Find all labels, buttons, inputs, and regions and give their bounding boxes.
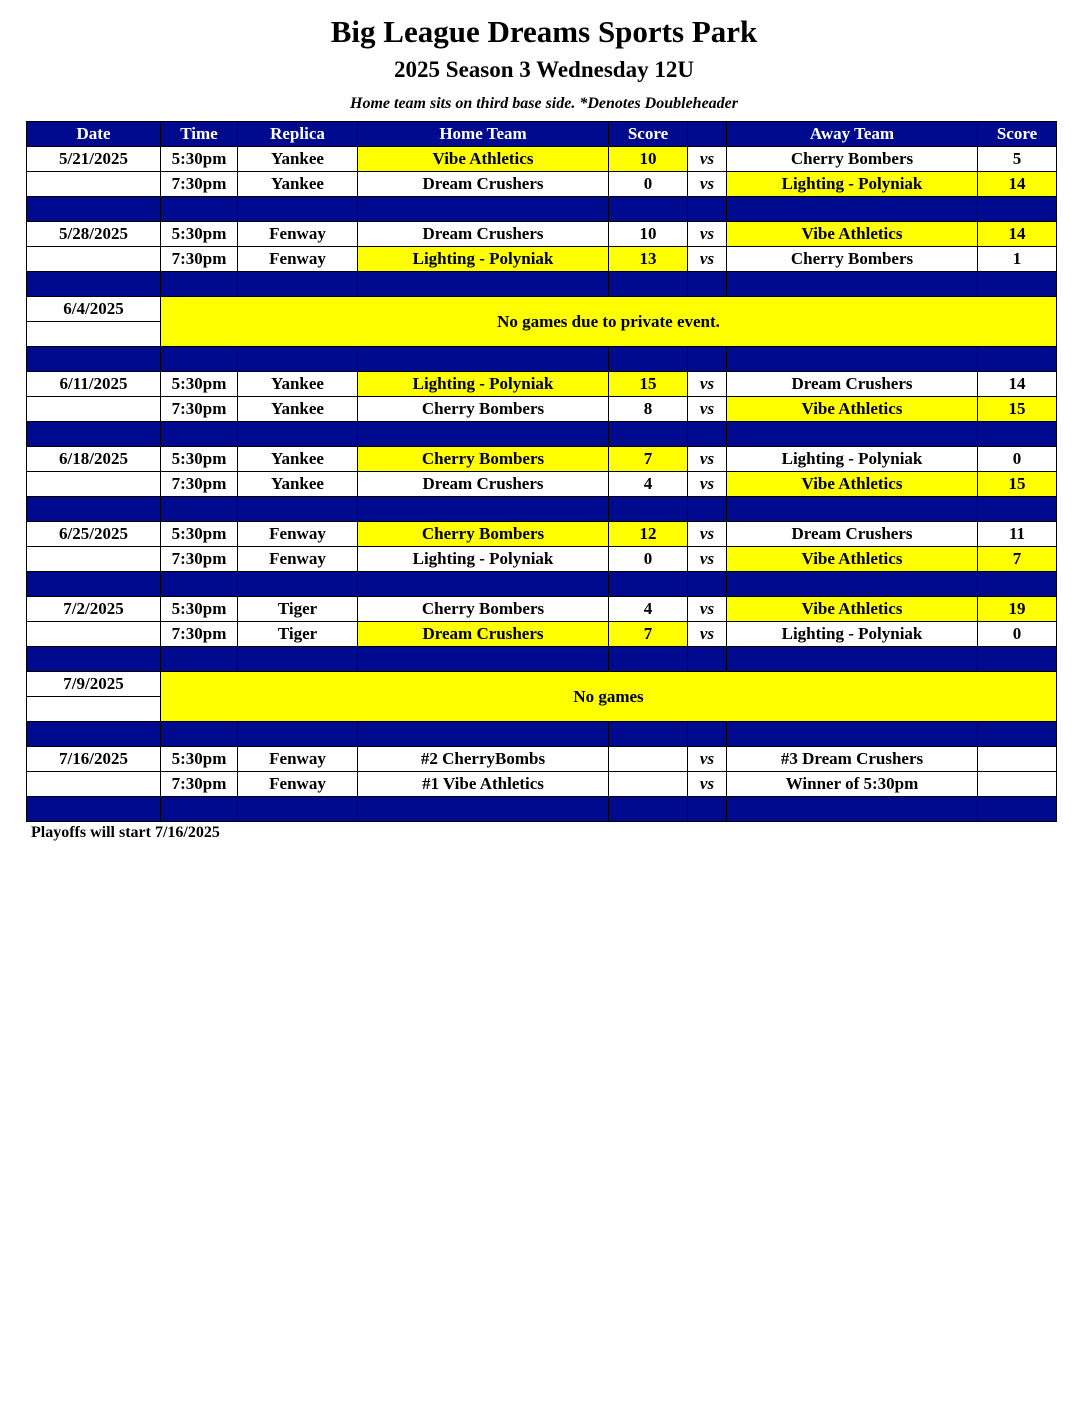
game-replica: Yankee	[238, 397, 358, 422]
game-time: 5:30pm	[161, 147, 238, 172]
separator-cell	[688, 422, 727, 447]
separator-row	[27, 422, 1057, 447]
away-team: Lighting - Polyniak	[727, 622, 978, 647]
vs-label: vs	[688, 522, 727, 547]
game-time: 5:30pm	[161, 372, 238, 397]
away-score: 11	[978, 522, 1057, 547]
separator-cell	[27, 197, 161, 222]
separator-cell	[688, 647, 727, 672]
game-date-empty	[27, 322, 161, 347]
away-score	[978, 772, 1057, 797]
game-time: 5:30pm	[161, 597, 238, 622]
game-row	[27, 772, 1057, 797]
game-replica: Yankee	[238, 172, 358, 197]
game-date: 6/18/2025	[27, 447, 161, 472]
separator-cell	[358, 797, 609, 822]
separator-cell	[358, 272, 609, 297]
separator-cell	[978, 272, 1057, 297]
away-score: 14	[978, 222, 1057, 247]
vs-label: vs	[688, 622, 727, 647]
away-score: 14	[978, 372, 1057, 397]
home-team: Lighting - Polyniak	[358, 247, 609, 272]
separator-cell	[978, 497, 1057, 522]
away-team: Cherry Bombers	[727, 247, 978, 272]
game-replica: Fenway	[238, 547, 358, 572]
game-date-empty	[27, 472, 161, 497]
game-time: 5:30pm	[161, 747, 238, 772]
home-team: #1 Vibe Athletics	[358, 772, 609, 797]
separator-cell	[609, 197, 688, 222]
game-replica: Fenway	[238, 222, 358, 247]
separator-cell	[727, 197, 978, 222]
game-row	[27, 147, 1057, 172]
away-team: Dream Crushers	[727, 372, 978, 397]
away-score: 7	[978, 547, 1057, 572]
game-time: 7:30pm	[161, 772, 238, 797]
separator-cell	[358, 722, 609, 747]
away-team: Lighting - Polyniak	[727, 447, 978, 472]
home-score: 12	[609, 522, 688, 547]
separator-cell	[978, 722, 1057, 747]
header-time: Time	[161, 122, 238, 147]
game-date: 6/4/2025	[27, 297, 161, 322]
separator-cell	[688, 347, 727, 372]
separator-cell	[238, 647, 358, 672]
game-replica: Tiger	[238, 622, 358, 647]
separator-cell	[238, 497, 358, 522]
header-row	[27, 122, 1057, 147]
separator-cell	[238, 797, 358, 822]
vs-label: vs	[688, 172, 727, 197]
game-row	[27, 172, 1057, 197]
separator-cell	[358, 422, 609, 447]
away-team: Cherry Bombers	[727, 147, 978, 172]
separator-cell	[978, 422, 1057, 447]
home-team: Cherry Bombers	[358, 522, 609, 547]
separator-cell	[727, 797, 978, 822]
separator-cell	[358, 497, 609, 522]
separator-cell	[161, 797, 238, 822]
away-score: 14	[978, 172, 1057, 197]
vs-label: vs	[688, 747, 727, 772]
separator-cell	[27, 422, 161, 447]
separator-cell	[27, 347, 161, 372]
home-team: Cherry Bombers	[358, 397, 609, 422]
separator-cell	[161, 722, 238, 747]
vs-label: vs	[688, 397, 727, 422]
separator-cell	[609, 422, 688, 447]
separator-cell	[161, 272, 238, 297]
header-home-score: Score	[609, 122, 688, 147]
separator-cell	[161, 347, 238, 372]
away-score: 15	[978, 472, 1057, 497]
game-date: 6/25/2025	[27, 522, 161, 547]
away-team: Vibe Athletics	[727, 597, 978, 622]
game-time: 7:30pm	[161, 622, 238, 647]
game-row	[27, 472, 1057, 497]
header-date: Date	[27, 122, 161, 147]
separator-cell	[238, 197, 358, 222]
game-date-empty	[27, 397, 161, 422]
separator-cell	[238, 422, 358, 447]
game-time: 5:30pm	[161, 522, 238, 547]
game-date-empty	[27, 247, 161, 272]
home-score: 10	[609, 222, 688, 247]
game-date: 5/21/2025	[27, 147, 161, 172]
game-date: 7/16/2025	[27, 747, 161, 772]
away-score: 15	[978, 397, 1057, 422]
home-team: Cherry Bombers	[358, 447, 609, 472]
game-replica: Fenway	[238, 772, 358, 797]
separator-cell	[727, 422, 978, 447]
separator-cell	[978, 572, 1057, 597]
game-replica: Yankee	[238, 472, 358, 497]
game-date-empty	[27, 172, 161, 197]
game-replica: Yankee	[238, 372, 358, 397]
home-team: Dream Crushers	[358, 472, 609, 497]
separator-cell	[609, 497, 688, 522]
header-vs	[688, 122, 727, 147]
header-away-score: Score	[978, 122, 1057, 147]
game-row	[27, 247, 1057, 272]
separator-cell	[238, 272, 358, 297]
game-replica: Yankee	[238, 447, 358, 472]
separator-cell	[688, 797, 727, 822]
home-score: 4	[609, 597, 688, 622]
separator-cell	[238, 722, 358, 747]
away-team: Vibe Athletics	[727, 547, 978, 572]
home-score: 4	[609, 472, 688, 497]
separator-cell	[161, 572, 238, 597]
separator-cell	[358, 572, 609, 597]
home-team: Dream Crushers	[358, 172, 609, 197]
home-score: 15	[609, 372, 688, 397]
game-time: 7:30pm	[161, 547, 238, 572]
separator-row	[27, 797, 1057, 822]
footer-note: Playoffs will start 7/16/2025	[31, 824, 220, 841]
separator-cell	[978, 797, 1057, 822]
separator-cell	[978, 347, 1057, 372]
separator-cell	[688, 272, 727, 297]
vs-label: vs	[688, 147, 727, 172]
home-score: 13	[609, 247, 688, 272]
separator-cell	[161, 647, 238, 672]
separator-cell	[27, 572, 161, 597]
game-row	[27, 547, 1057, 572]
game-time: 7:30pm	[161, 472, 238, 497]
vs-label: vs	[688, 772, 727, 797]
game-row	[27, 622, 1057, 647]
home-team: Dream Crushers	[358, 222, 609, 247]
game-time: 5:30pm	[161, 222, 238, 247]
separator-cell	[688, 497, 727, 522]
separator-cell	[161, 422, 238, 447]
game-replica: Fenway	[238, 522, 358, 547]
away-score: 0	[978, 447, 1057, 472]
game-replica: Fenway	[238, 247, 358, 272]
away-score: 0	[978, 622, 1057, 647]
home-team: Lighting - Polyniak	[358, 547, 609, 572]
game-date-empty	[27, 547, 161, 572]
home-score: 7	[609, 622, 688, 647]
game-date: 6/11/2025	[27, 372, 161, 397]
game-date-empty	[27, 622, 161, 647]
game-replica: Yankee	[238, 147, 358, 172]
separator-row	[27, 197, 1057, 222]
game-time: 7:30pm	[161, 247, 238, 272]
home-score	[609, 772, 688, 797]
header-home-team: Home Team	[358, 122, 609, 147]
game-row	[27, 747, 1057, 772]
home-team: Vibe Athletics	[358, 147, 609, 172]
separator-cell	[27, 272, 161, 297]
home-team: Lighting - Polyniak	[358, 372, 609, 397]
game-date: 5/28/2025	[27, 222, 161, 247]
vs-label: vs	[688, 472, 727, 497]
home-team: Cherry Bombers	[358, 597, 609, 622]
separator-cell	[609, 722, 688, 747]
separator-cell	[727, 347, 978, 372]
away-team: Vibe Athletics	[727, 222, 978, 247]
separator-cell	[238, 572, 358, 597]
away-score: 5	[978, 147, 1057, 172]
vs-label: vs	[688, 247, 727, 272]
vs-label: vs	[688, 597, 727, 622]
separator-row	[27, 647, 1057, 672]
game-row	[27, 447, 1057, 472]
game-date-empty	[27, 697, 161, 722]
away-team: Lighting - Polyniak	[727, 172, 978, 197]
separator-cell	[161, 497, 238, 522]
separator-cell	[609, 272, 688, 297]
away-team: Dream Crushers	[727, 522, 978, 547]
game-row	[27, 597, 1057, 622]
game-row	[27, 372, 1057, 397]
game-replica: Tiger	[238, 597, 358, 622]
header-replica: Replica	[238, 122, 358, 147]
game-date-empty	[27, 772, 161, 797]
header-away-team: Away Team	[727, 122, 978, 147]
away-team: Vibe Athletics	[727, 397, 978, 422]
game-row	[27, 397, 1057, 422]
separator-cell	[358, 647, 609, 672]
game-row	[27, 222, 1057, 247]
separator-row	[27, 572, 1057, 597]
separator-row	[27, 497, 1057, 522]
home-team: Dream Crushers	[358, 622, 609, 647]
separator-cell	[609, 572, 688, 597]
home-score: 10	[609, 147, 688, 172]
separator-cell	[727, 572, 978, 597]
home-score: 7	[609, 447, 688, 472]
vs-label: vs	[688, 547, 727, 572]
vs-label: vs	[688, 372, 727, 397]
game-replica: Fenway	[238, 747, 358, 772]
separator-row	[27, 722, 1057, 747]
separator-cell	[358, 197, 609, 222]
schedule-body	[27, 147, 1057, 822]
separator-cell	[609, 347, 688, 372]
no-games-row	[27, 672, 1057, 697]
separator-cell	[688, 722, 727, 747]
separator-cell	[161, 197, 238, 222]
schedule-table	[26, 121, 1057, 822]
separator-cell	[27, 722, 161, 747]
home-score: 8	[609, 397, 688, 422]
game-row	[27, 522, 1057, 547]
separator-row	[27, 272, 1057, 297]
separator-cell	[238, 347, 358, 372]
separator-cell	[609, 797, 688, 822]
separator-row	[27, 347, 1057, 372]
page-title: Big League Dreams Sports Park	[330, 14, 758, 49]
separator-cell	[688, 572, 727, 597]
separator-cell	[727, 722, 978, 747]
vs-label: vs	[688, 222, 727, 247]
separator-cell	[609, 647, 688, 672]
away-team: #3 Dream Crushers	[727, 747, 978, 772]
separator-cell	[27, 497, 161, 522]
no-games-message: No games due to private event.	[161, 297, 1057, 347]
away-team: Winner of 5:30pm	[727, 772, 978, 797]
page-subtitle: 2025 Season 3 Wednesday 12U	[394, 57, 694, 82]
away-score: 1	[978, 247, 1057, 272]
separator-cell	[727, 272, 978, 297]
game-time: 7:30pm	[161, 397, 238, 422]
separator-cell	[688, 197, 727, 222]
separator-cell	[978, 197, 1057, 222]
home-score	[609, 747, 688, 772]
separator-cell	[727, 497, 978, 522]
separator-cell	[358, 347, 609, 372]
separator-cell	[27, 647, 161, 672]
game-time: 5:30pm	[161, 447, 238, 472]
away-team: Vibe Athletics	[727, 472, 978, 497]
home-score: 0	[609, 547, 688, 572]
schedule-note: Home team sits on third base side. *Denotes Doubleheader	[350, 95, 738, 112]
separator-cell	[727, 647, 978, 672]
home-score: 0	[609, 172, 688, 197]
no-games-row	[27, 297, 1057, 322]
no-games-message: No games	[161, 672, 1057, 722]
game-time: 7:30pm	[161, 172, 238, 197]
away-score	[978, 747, 1057, 772]
separator-cell	[27, 797, 161, 822]
vs-label: vs	[688, 447, 727, 472]
game-date: 7/9/2025	[27, 672, 161, 697]
game-date: 7/2/2025	[27, 597, 161, 622]
away-score: 19	[978, 597, 1057, 622]
home-team: #2 CherryBombs	[358, 747, 609, 772]
separator-cell	[978, 647, 1057, 672]
